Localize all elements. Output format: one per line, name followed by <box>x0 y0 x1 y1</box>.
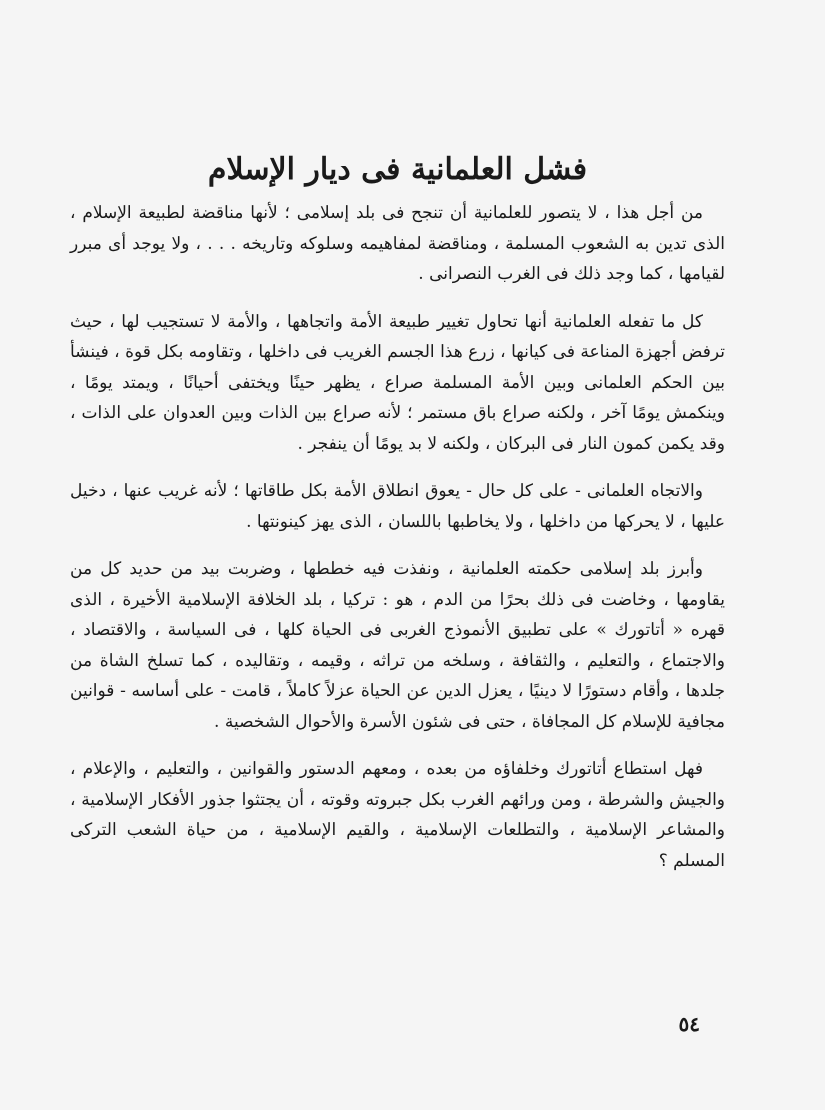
paragraph-3 <box>70 476 725 537</box>
paragraph-5 <box>70 754 725 876</box>
paragraph-4 <box>70 554 725 737</box>
paragraph-2 <box>70 307 725 460</box>
paragraph-text: وأبرز بلد إسلامى حكمته العلمانية ، ونفذت فيه خططها ، وضربت بيد من حديد كل من يقاومها ، وخاضت فى ذلك بحرًا من الدم ، هو : تركيا ، بلد الخلافة الإسلامية الأخيرة ، الذى قهره « أتاتورك » على تطبيق الأنموذج الغربى فى الحياة كلها ، فى السياسة ، والاقتصاد ، والاجتماع ، والتعليم ، والثقافة ، وسلخه من تراثه ، وقيمه ، وتقاليده ، كما تسلخ الشاة من جلدها ، وأقام دستورًا لا دينيًا ، يعزل الدين عن الحياة عزلاً كاملاً ، قامت - على أساسه - قوانين مجافية للإسلام كل المجافاة ، حتى فى شئون الأسرة والأحوال الشخصية . <box>70 559 725 732</box>
paragraph-text: فهل استطاع أتاتورك وخلفاؤه من بعده ، ومعهم الدستور والقوانين ، والتعليم ، والإعلام ، والجيش والشرطة ، ومن ورائهم الغرب بكل جبروته وقوته ، أن يجتثوا جذور الأفكار الإسلامية ، والمشاعر الإسلامية ، والتطلعات الإسلامية ، والقيم الإسلامية ، من حياة الشعب التركى المسلم ؟ <box>70 759 725 871</box>
paragraph-1 <box>70 198 725 290</box>
page-title: فشل العلمانية فى ديار الإسلام <box>207 152 588 187</box>
page-body <box>70 148 725 876</box>
paragraph-text: كل ما تفعله العلمانية أنها تحاول تغيير طبيعة الأمة واتجاهها ، والأمة لا تستجيب لها ، حيث ترفض أجهزة المناعة فى كيانها ، زرع هذا الجسم الغريب فى داخلها ، وتقاومه بكل قوة ، فينشأ بين الحكم العلمانى وبين الأمة المسلمة صراع ، يظهر حينًا ويختفى أحيانًا ، ويمتد يومًا ، وينكمش يومًا آخر ، ولكنه صراع باق مستمر ؛ لأنه صراع بين الذات وبين العدوان على الذات ، وقد يكمن كمون النار فى البركان ، ولكنه لا بد يومًا أن ينفجر . <box>70 311 725 454</box>
page-number: ٥٤ <box>678 1012 700 1036</box>
paragraph-text: والاتجاه العلمانى - على كل حال - يعوق انطلاق الأمة بكل طاقاتها ؛ لأنه غريب عنها ، دخيل عليها ، لا يحركها من داخلها ، ولا يخاطبها باللسان ، الذى يهز كينونتها . <box>70 481 725 532</box>
paragraph-text: من أجل هذا ، لا يتصور للعلمانية أن تنجح فى بلد إسلامى ؛ لأنها مناقضة لطبيعة الإسلام ، الذى تدين به الشعوب المسلمة ، ومناقضة لمفاهيمه وسلوكه وتاريخه . . . ، ولا يوجد أى مبرر لقيامها ، كما وجد ذلك فى الغرب النصرانى . <box>70 203 725 284</box>
